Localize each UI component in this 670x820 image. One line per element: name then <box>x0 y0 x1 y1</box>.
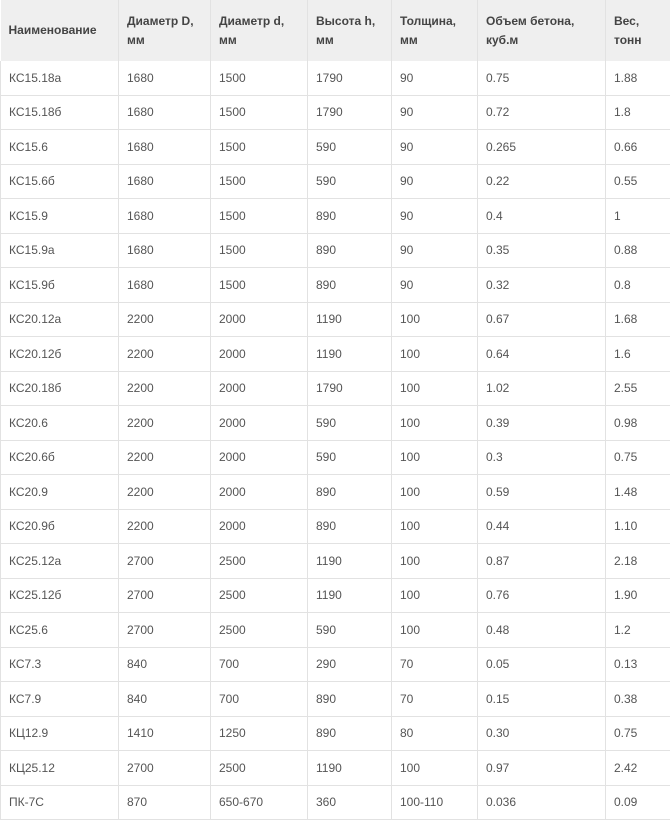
cell-diameter-outer: 1410 <box>119 716 211 751</box>
cell-name: КС25.12а <box>1 544 119 579</box>
cell-diameter-outer: 840 <box>119 682 211 717</box>
header-label-line: тонн <box>614 31 663 50</box>
cell-thickness: 100-110 <box>392 785 478 820</box>
cell-weight: 0.75 <box>606 716 670 751</box>
header-diameter-inner <box>211 0 308 61</box>
cell-diameter-outer: 1680 <box>119 233 211 268</box>
table-row <box>1 751 670 786</box>
header-label-line: Вес, <box>614 12 663 31</box>
cell-thickness: 90 <box>392 268 478 303</box>
cell-thickness: 90 <box>392 164 478 199</box>
cell-diameter-outer: 840 <box>119 647 211 682</box>
cell-name: КС15.9а <box>1 233 119 268</box>
table-row <box>1 647 670 682</box>
cell-diameter-outer: 2200 <box>119 371 211 406</box>
cell-diameter-outer: 1680 <box>119 61 211 95</box>
header-label-line: мм <box>219 31 299 50</box>
table-row <box>1 509 670 544</box>
header-label-line: Диаметр d, <box>219 12 299 31</box>
cell-weight: 1.48 <box>606 475 670 510</box>
header-label-line: Объем бетона, <box>486 12 597 31</box>
table-row <box>1 61 670 95</box>
cell-height: 590 <box>308 164 392 199</box>
cell-name: КС20.9б <box>1 509 119 544</box>
cell-diameter-inner: 2000 <box>211 475 308 510</box>
cell-height: 590 <box>308 613 392 648</box>
header-label-line: мм <box>127 31 202 50</box>
cell-name: КС20.12а <box>1 302 119 337</box>
cell-concrete-volume: 0.036 <box>478 785 606 820</box>
cell-name: КС15.18б <box>1 95 119 130</box>
cell-height: 890 <box>308 268 392 303</box>
cell-name: КС15.6 <box>1 130 119 165</box>
cell-diameter-inner: 1250 <box>211 716 308 751</box>
cell-weight: 0.75 <box>606 440 670 475</box>
cell-diameter-outer: 2200 <box>119 337 211 372</box>
cell-weight: 0.09 <box>606 785 670 820</box>
cell-thickness: 90 <box>392 199 478 234</box>
cell-name: КС20.9 <box>1 475 119 510</box>
header-weight <box>606 0 670 61</box>
cell-weight: 1.10 <box>606 509 670 544</box>
cell-thickness: 100 <box>392 406 478 441</box>
cell-diameter-outer: 2700 <box>119 613 211 648</box>
cell-height: 1190 <box>308 544 392 579</box>
cell-concrete-volume: 0.30 <box>478 716 606 751</box>
cell-thickness: 100 <box>392 475 478 510</box>
table-row <box>1 199 670 234</box>
cell-diameter-inner: 2000 <box>211 406 308 441</box>
cell-concrete-volume: 0.32 <box>478 268 606 303</box>
cell-height: 1190 <box>308 302 392 337</box>
cell-diameter-inner: 1500 <box>211 199 308 234</box>
header-label-line: мм <box>316 31 383 50</box>
header-diameter-outer <box>119 0 211 61</box>
cell-diameter-outer: 2200 <box>119 475 211 510</box>
cell-thickness: 80 <box>392 716 478 751</box>
table-row <box>1 302 670 337</box>
cell-name: КС15.9б <box>1 268 119 303</box>
cell-concrete-volume: 0.48 <box>478 613 606 648</box>
cell-diameter-inner: 700 <box>211 682 308 717</box>
table-row <box>1 613 670 648</box>
cell-thickness: 100 <box>392 578 478 613</box>
cell-height: 890 <box>308 233 392 268</box>
cell-weight: 1.68 <box>606 302 670 337</box>
cell-thickness: 100 <box>392 371 478 406</box>
header-concrete-volume <box>478 0 606 61</box>
cell-diameter-inner: 2000 <box>211 302 308 337</box>
cell-name: КС20.6 <box>1 406 119 441</box>
cell-diameter-inner: 1500 <box>211 95 308 130</box>
cell-diameter-inner: 2000 <box>211 440 308 475</box>
cell-concrete-volume: 1.02 <box>478 371 606 406</box>
cell-thickness: 100 <box>392 613 478 648</box>
cell-concrete-volume: 0.76 <box>478 578 606 613</box>
cell-weight: 0.88 <box>606 233 670 268</box>
table-row <box>1 130 670 165</box>
table-row <box>1 475 670 510</box>
cell-diameter-outer: 2200 <box>119 302 211 337</box>
cell-diameter-inner: 2000 <box>211 337 308 372</box>
cell-concrete-volume: 0.265 <box>478 130 606 165</box>
cell-diameter-outer: 1680 <box>119 164 211 199</box>
cell-concrete-volume: 0.59 <box>478 475 606 510</box>
cell-name: КС20.12б <box>1 337 119 372</box>
cell-weight: 1.8 <box>606 95 670 130</box>
cell-name: КС15.18а <box>1 61 119 95</box>
cell-diameter-outer: 870 <box>119 785 211 820</box>
table-row <box>1 164 670 199</box>
cell-concrete-volume: 0.15 <box>478 682 606 717</box>
cell-concrete-volume: 0.35 <box>478 233 606 268</box>
cell-diameter-outer: 2700 <box>119 544 211 579</box>
header-thickness <box>392 0 478 61</box>
table-row <box>1 95 670 130</box>
table-body <box>1 61 670 820</box>
header-label-line: Наименование <box>9 21 111 40</box>
cell-concrete-volume: 0.67 <box>478 302 606 337</box>
cell-thickness: 90 <box>392 95 478 130</box>
cell-height: 890 <box>308 199 392 234</box>
cell-thickness: 100 <box>392 751 478 786</box>
cell-concrete-volume: 0.4 <box>478 199 606 234</box>
table-row <box>1 785 670 820</box>
cell-height: 1190 <box>308 337 392 372</box>
cell-thickness: 100 <box>392 337 478 372</box>
cell-weight: 1.88 <box>606 61 670 95</box>
table-row <box>1 578 670 613</box>
cell-height: 890 <box>308 475 392 510</box>
cell-diameter-outer: 1680 <box>119 268 211 303</box>
cell-name: КС15.9 <box>1 199 119 234</box>
cell-diameter-outer: 1680 <box>119 199 211 234</box>
cell-weight: 0.66 <box>606 130 670 165</box>
cell-height: 1790 <box>308 95 392 130</box>
cell-concrete-volume: 0.44 <box>478 509 606 544</box>
cell-height: 1790 <box>308 61 392 95</box>
cell-weight: 1.90 <box>606 578 670 613</box>
cell-diameter-inner: 2000 <box>211 509 308 544</box>
cell-diameter-inner: 2500 <box>211 613 308 648</box>
cell-diameter-inner: 1500 <box>211 268 308 303</box>
cell-diameter-inner: 2500 <box>211 578 308 613</box>
cell-diameter-inner: 2000 <box>211 371 308 406</box>
cell-weight: 2.18 <box>606 544 670 579</box>
cell-height: 1790 <box>308 371 392 406</box>
cell-height: 360 <box>308 785 392 820</box>
cell-name: КС25.6 <box>1 613 119 648</box>
cell-thickness: 70 <box>392 682 478 717</box>
cell-height: 590 <box>308 406 392 441</box>
cell-weight: 2.42 <box>606 751 670 786</box>
header-label-line: Высота h, <box>316 12 383 31</box>
cell-diameter-outer: 2200 <box>119 440 211 475</box>
cell-weight: 0.13 <box>606 647 670 682</box>
cell-height: 590 <box>308 130 392 165</box>
cell-thickness: 100 <box>392 509 478 544</box>
cell-height: 890 <box>308 716 392 751</box>
cell-weight: 1.6 <box>606 337 670 372</box>
cell-name: ПК-7С <box>1 785 119 820</box>
cell-weight: 0.38 <box>606 682 670 717</box>
cell-thickness: 100 <box>392 544 478 579</box>
cell-diameter-inner: 1500 <box>211 164 308 199</box>
cell-thickness: 100 <box>392 302 478 337</box>
table-row <box>1 233 670 268</box>
cell-concrete-volume: 0.39 <box>478 406 606 441</box>
cell-name: КС7.9 <box>1 682 119 717</box>
cell-weight: 2.55 <box>606 371 670 406</box>
cell-weight: 0.8 <box>606 268 670 303</box>
table-header <box>1 0 670 61</box>
cell-name: КС7.3 <box>1 647 119 682</box>
cell-thickness: 90 <box>392 130 478 165</box>
cell-concrete-volume: 0.64 <box>478 337 606 372</box>
cell-diameter-inner: 650-670 <box>211 785 308 820</box>
cell-height: 290 <box>308 647 392 682</box>
table-row <box>1 544 670 579</box>
table-row <box>1 440 670 475</box>
header-label-line: куб.м <box>486 31 597 50</box>
cell-concrete-volume: 0.87 <box>478 544 606 579</box>
table-row <box>1 268 670 303</box>
cell-diameter-inner: 1500 <box>211 130 308 165</box>
cell-height: 590 <box>308 440 392 475</box>
cell-weight: 0.98 <box>606 406 670 441</box>
cell-weight: 0.55 <box>606 164 670 199</box>
header-label-line: Диаметр D, <box>127 12 202 31</box>
cell-name: КЦ25.12 <box>1 751 119 786</box>
table-row <box>1 337 670 372</box>
header-label-line: мм <box>400 31 469 50</box>
cell-thickness: 70 <box>392 647 478 682</box>
header-height <box>308 0 392 61</box>
cell-diameter-inner: 1500 <box>211 233 308 268</box>
cell-concrete-volume: 0.3 <box>478 440 606 475</box>
table-row <box>1 371 670 406</box>
cell-name: КС20.6б <box>1 440 119 475</box>
cell-diameter-outer: 2700 <box>119 751 211 786</box>
cell-concrete-volume: 0.05 <box>478 647 606 682</box>
cell-name: КС25.12б <box>1 578 119 613</box>
cell-thickness: 90 <box>392 233 478 268</box>
cell-name: КС20.18б <box>1 371 119 406</box>
cell-height: 890 <box>308 682 392 717</box>
cell-name: КС15.6б <box>1 164 119 199</box>
cell-thickness: 90 <box>392 61 478 95</box>
cell-thickness: 100 <box>392 440 478 475</box>
cell-concrete-volume: 0.72 <box>478 95 606 130</box>
cell-height: 1190 <box>308 578 392 613</box>
cell-diameter-inner: 700 <box>211 647 308 682</box>
header-label-line: Толщина, <box>400 12 469 31</box>
header-name <box>1 0 119 61</box>
cell-diameter-inner: 2500 <box>211 751 308 786</box>
table-row <box>1 716 670 751</box>
cell-diameter-outer: 1680 <box>119 130 211 165</box>
cell-name: КЦ12.9 <box>1 716 119 751</box>
cell-diameter-inner: 1500 <box>211 61 308 95</box>
cell-diameter-outer: 2200 <box>119 406 211 441</box>
cell-weight: 1 <box>606 199 670 234</box>
cell-diameter-outer: 2700 <box>119 578 211 613</box>
cell-concrete-volume: 0.97 <box>478 751 606 786</box>
header-row <box>1 0 670 61</box>
cell-height: 1190 <box>308 751 392 786</box>
cell-height: 890 <box>308 509 392 544</box>
table-row <box>1 406 670 441</box>
cell-weight: 1.2 <box>606 613 670 648</box>
cell-concrete-volume: 0.75 <box>478 61 606 95</box>
cell-diameter-outer: 1680 <box>119 95 211 130</box>
cell-diameter-inner: 2500 <box>211 544 308 579</box>
table-row <box>1 682 670 717</box>
cell-diameter-outer: 2200 <box>119 509 211 544</box>
cell-concrete-volume: 0.22 <box>478 164 606 199</box>
